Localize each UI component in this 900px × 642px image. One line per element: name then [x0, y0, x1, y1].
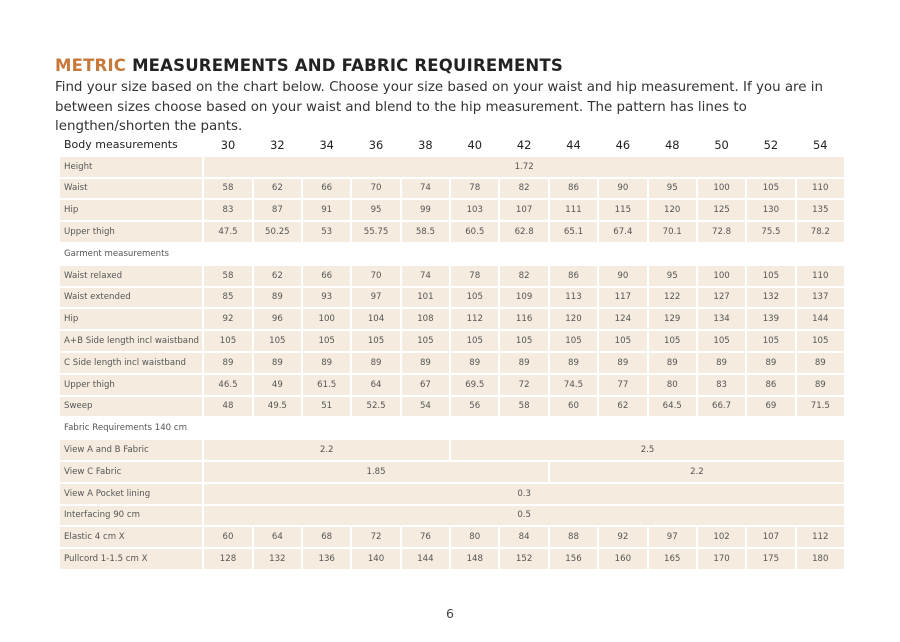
table-cell: 105	[747, 179, 794, 199]
table-cell: 68	[303, 527, 350, 547]
table-cell: 89	[599, 353, 646, 373]
table-cell: 52.5	[352, 397, 399, 417]
table-row	[60, 222, 844, 242]
table-cell: 105	[550, 331, 597, 351]
row-label: View A Pocket lining	[60, 484, 202, 504]
merged-cell: 2.2	[204, 440, 449, 460]
table-cell: 95	[649, 179, 696, 199]
table-cell: 107	[747, 527, 794, 547]
table-cell: 144	[402, 549, 449, 569]
table-cell: 88	[550, 527, 597, 547]
fabric-section-header-label: Fabric Requirements 140 cm	[60, 418, 844, 438]
table-cell: 100	[698, 179, 745, 199]
garment-section-header-label: Garment measurements	[60, 244, 844, 264]
table-cell: 105	[303, 331, 350, 351]
table-cell: 165	[649, 549, 696, 569]
row-label: Height	[60, 157, 202, 177]
size-chart-body	[60, 135, 844, 569]
table-cell: 54	[402, 397, 449, 417]
table-cell: 105	[352, 331, 399, 351]
table-cell: 78	[451, 266, 498, 286]
table-row	[60, 200, 844, 220]
table-row	[60, 309, 844, 329]
table-cell: 156	[550, 549, 597, 569]
table-cell: 105	[747, 331, 794, 351]
table-cell: 58	[204, 179, 251, 199]
row-label: Elastic 4 cm X	[60, 527, 202, 547]
size-header-cell: 32	[254, 135, 301, 155]
table-cell: 148	[451, 549, 498, 569]
table-cell: 97	[352, 288, 399, 308]
table-cell: 56	[451, 397, 498, 417]
size-chart-table	[58, 133, 846, 571]
table-cell: 95	[352, 200, 399, 220]
size-header-cell: 50	[698, 135, 745, 155]
table-cell: 101	[402, 288, 449, 308]
table-cell: 144	[797, 309, 844, 329]
table-cell: 175	[747, 549, 794, 569]
table-cell: 89	[352, 353, 399, 373]
table-cell: 129	[649, 309, 696, 329]
table-cell: 96	[254, 309, 301, 329]
table-cell: 89	[254, 288, 301, 308]
table-cell: 89	[303, 353, 350, 373]
table-cell: 135	[797, 200, 844, 220]
table-cell: 58	[500, 397, 547, 417]
table-cell: 100	[698, 266, 745, 286]
table-cell: 70.1	[649, 222, 696, 242]
table-cell: 66.7	[698, 397, 745, 417]
table-cell: 105	[698, 331, 745, 351]
table-cell: 74	[402, 179, 449, 199]
table-cell: 66	[303, 266, 350, 286]
table-cell: 105	[649, 331, 696, 351]
table-cell: 64.5	[649, 397, 696, 417]
table-cell: 58.5	[402, 222, 449, 242]
table-cell: 83	[698, 375, 745, 395]
table-cell: 89	[254, 353, 301, 373]
size-header-cell: 40	[451, 135, 498, 155]
table-row	[60, 353, 844, 373]
table-cell: 95	[649, 266, 696, 286]
size-header-cell: 54	[797, 135, 844, 155]
table-cell: 53	[303, 222, 350, 242]
table-cell: 46.5	[204, 375, 251, 395]
size-header-row	[60, 135, 844, 155]
table-cell: 105	[747, 266, 794, 286]
table-cell: 86	[550, 179, 597, 199]
table-cell: 58	[204, 266, 251, 286]
row-label: Waist relaxed	[60, 266, 202, 286]
intro-paragraph: Find your size based on the chart below. Choose your size based on your waist and hip measurement. If you are in between sizes choose based on your waist and blend to the hip measurement. The pattern has lines to lengthen/shorten the pants.	[55, 80, 823, 134]
title-accent: METRIC	[55, 56, 127, 75]
table-cell: 60.5	[451, 222, 498, 242]
table-cell: 62	[599, 397, 646, 417]
table-cell: 47.5	[204, 222, 251, 242]
table-row	[60, 506, 844, 526]
merged-cell: 2.5	[451, 440, 844, 460]
table-cell: 99	[402, 200, 449, 220]
page-number: 6	[446, 606, 454, 621]
table-cell: 152	[500, 549, 547, 569]
row-label: Pullcord 1-1.5 cm X	[60, 549, 202, 569]
row-label: Sweep	[60, 397, 202, 417]
table-cell: 89	[550, 353, 597, 373]
table-cell: 104	[352, 309, 399, 329]
table-cell: 136	[303, 549, 350, 569]
table-cell: 105	[599, 331, 646, 351]
table-cell: 128	[204, 549, 251, 569]
table-cell: 102	[698, 527, 745, 547]
table-cell: 97	[649, 527, 696, 547]
table-row	[60, 527, 844, 547]
size-header-cell: 38	[402, 135, 449, 155]
table-cell: 108	[402, 309, 449, 329]
table-cell: 83	[204, 200, 251, 220]
table-cell: 105	[451, 331, 498, 351]
table-cell: 55.75	[352, 222, 399, 242]
table-cell: 125	[698, 200, 745, 220]
table-cell: 89	[204, 353, 251, 373]
table-cell: 86	[747, 375, 794, 395]
table-cell: 110	[797, 266, 844, 286]
table-cell: 105	[204, 331, 251, 351]
table-cell: 105	[254, 331, 301, 351]
table-cell: 100	[303, 309, 350, 329]
table-cell: 64	[254, 527, 301, 547]
table-row	[60, 179, 844, 199]
table-cell: 170	[698, 549, 745, 569]
row-label: Waist	[60, 179, 202, 199]
table-cell: 70	[352, 179, 399, 199]
table-cell: 75.5	[747, 222, 794, 242]
table-cell: 51	[303, 397, 350, 417]
table-cell: 107	[500, 200, 547, 220]
table-cell: 60	[550, 397, 597, 417]
table-cell: 64	[352, 375, 399, 395]
table-cell: 72	[352, 527, 399, 547]
table-row	[60, 484, 844, 504]
table-cell: 89	[500, 353, 547, 373]
size-header-cell: 48	[649, 135, 696, 155]
table-cell: 127	[698, 288, 745, 308]
row-label: Upper thigh	[60, 375, 202, 395]
table-row	[60, 549, 844, 569]
row-label: Hip	[60, 200, 202, 220]
table-cell: 120	[550, 309, 597, 329]
table-cell: 137	[797, 288, 844, 308]
table-cell: 86	[550, 266, 597, 286]
table-cell: 92	[599, 527, 646, 547]
table-cell: 61.5	[303, 375, 350, 395]
garment-section-header	[60, 244, 844, 264]
merged-cell: 1.85	[204, 462, 548, 482]
table-cell: 62	[254, 266, 301, 286]
table-cell: 112	[451, 309, 498, 329]
table-cell: 120	[649, 200, 696, 220]
table-cell: 82	[500, 266, 547, 286]
table-cell: 93	[303, 288, 350, 308]
table-cell: 69.5	[451, 375, 498, 395]
size-header-cell: 34	[303, 135, 350, 155]
table-cell: 72.8	[698, 222, 745, 242]
table-cell: 116	[500, 309, 547, 329]
table-cell: 74	[402, 266, 449, 286]
row-label: Interfacing 90 cm	[60, 506, 202, 526]
table-cell: 117	[599, 288, 646, 308]
table-cell: 105	[500, 331, 547, 351]
table-row	[60, 157, 844, 177]
table-cell: 82	[500, 179, 547, 199]
table-cell: 77	[599, 375, 646, 395]
table-cell: 113	[550, 288, 597, 308]
table-cell: 89	[402, 353, 449, 373]
size-header-cell: 42	[500, 135, 547, 155]
merged-cell: 2.2	[550, 462, 844, 482]
row-label: A+B Side length incl waistband	[60, 331, 202, 351]
table-row	[60, 266, 844, 286]
table-cell: 78.2	[797, 222, 844, 242]
row-label: View A and B Fabric	[60, 440, 202, 460]
table-row	[60, 462, 844, 482]
body-measurements-header: Body measurements	[60, 135, 202, 155]
table-cell: 140	[352, 549, 399, 569]
row-label: View C Fabric	[60, 462, 202, 482]
table-row	[60, 440, 844, 460]
row-label: Waist extended	[60, 288, 202, 308]
table-cell: 89	[797, 375, 844, 395]
table-row	[60, 375, 844, 395]
merged-cell: 0.5	[204, 506, 844, 526]
table-cell: 80	[649, 375, 696, 395]
size-header-cell: 52	[747, 135, 794, 155]
table-cell: 91	[303, 200, 350, 220]
table-row	[60, 331, 844, 351]
title-rest: MEASUREMENTS AND FABRIC REQUIREMENTS	[132, 56, 563, 75]
merged-cell: 1.72	[204, 157, 844, 177]
table-cell: 180	[797, 549, 844, 569]
table-cell: 85	[204, 288, 251, 308]
table-cell: 90	[599, 266, 646, 286]
table-cell: 76	[402, 527, 449, 547]
table-cell: 115	[599, 200, 646, 220]
table-cell: 78	[451, 179, 498, 199]
table-cell: 60	[204, 527, 251, 547]
table-cell: 69	[747, 397, 794, 417]
table-cell: 89	[797, 353, 844, 373]
table-cell: 72	[500, 375, 547, 395]
table-cell: 67.4	[599, 222, 646, 242]
table-cell: 49	[254, 375, 301, 395]
table-cell: 89	[451, 353, 498, 373]
table-cell: 139	[747, 309, 794, 329]
table-cell: 62	[254, 179, 301, 199]
table-cell: 62.8	[500, 222, 547, 242]
row-label: Hip	[60, 309, 202, 329]
size-header-cell: 36	[352, 135, 399, 155]
row-label: Upper thigh	[60, 222, 202, 242]
table-cell: 87	[254, 200, 301, 220]
table-cell: 80	[451, 527, 498, 547]
table-cell: 49.5	[254, 397, 301, 417]
row-label: C Side length incl waistband	[60, 353, 202, 373]
table-cell: 74.5	[550, 375, 597, 395]
table-cell: 92	[204, 309, 251, 329]
table-cell: 134	[698, 309, 745, 329]
page-title	[55, 56, 563, 75]
table-cell: 84	[500, 527, 547, 547]
table-cell: 124	[599, 309, 646, 329]
table-cell: 132	[254, 549, 301, 569]
table-cell: 90	[599, 179, 646, 199]
merged-cell: 0.3	[204, 484, 844, 504]
table-cell: 132	[747, 288, 794, 308]
fabric-section-header	[60, 418, 844, 438]
table-row	[60, 397, 844, 417]
table-cell: 70	[352, 266, 399, 286]
size-header-cell: 30	[204, 135, 251, 155]
table-cell: 89	[747, 353, 794, 373]
size-header-cell: 46	[599, 135, 646, 155]
table-cell: 111	[550, 200, 597, 220]
table-cell: 65.1	[550, 222, 597, 242]
table-cell: 112	[797, 527, 844, 547]
table-row	[60, 288, 844, 308]
table-cell: 103	[451, 200, 498, 220]
table-cell: 89	[698, 353, 745, 373]
table-cell: 105	[402, 331, 449, 351]
table-cell: 130	[747, 200, 794, 220]
table-cell: 105	[797, 331, 844, 351]
table-cell: 122	[649, 288, 696, 308]
table-cell: 71.5	[797, 397, 844, 417]
table-cell: 89	[649, 353, 696, 373]
size-header-cell: 44	[550, 135, 597, 155]
table-cell: 109	[500, 288, 547, 308]
table-cell: 48	[204, 397, 251, 417]
table-cell: 105	[451, 288, 498, 308]
table-cell: 66	[303, 179, 350, 199]
table-cell: 67	[402, 375, 449, 395]
table-cell: 50.25	[254, 222, 301, 242]
table-cell: 160	[599, 549, 646, 569]
table-cell: 110	[797, 179, 844, 199]
